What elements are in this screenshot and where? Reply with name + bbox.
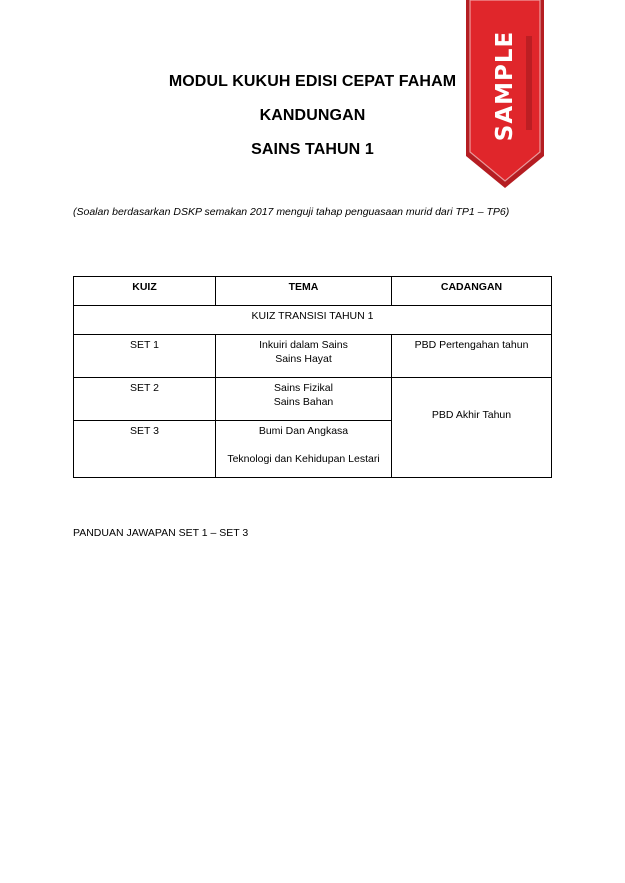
table-header-row xyxy=(74,277,552,306)
tema-line: Sains Fizikal xyxy=(274,382,333,394)
answer-guide-label: PANDUAN JAWAPAN SET 1 – SET 3 xyxy=(73,527,249,539)
tema-line: Sains Hayat xyxy=(275,353,332,365)
tema-spacer xyxy=(218,438,389,452)
header-cadangan: CADANGAN xyxy=(392,277,552,306)
tema-cell xyxy=(216,421,392,478)
contents-table xyxy=(73,276,552,478)
sample-ribbon xyxy=(462,0,548,190)
document-subject: SAINS TAHUN 1 xyxy=(251,141,374,158)
table-row xyxy=(74,306,552,335)
document-subtitle: KANDUNGAN xyxy=(259,107,366,124)
tema-line: Teknologi dan Kehidupan Lestari xyxy=(227,453,380,465)
document-note: (Soalan berdasarkan DSKP semakan 2017 menguji tahap penguasaan murid dari TP1 – TP6) xyxy=(73,206,510,218)
tema-cell xyxy=(216,335,392,378)
cadangan-cell: PBD Pertengahan tahun xyxy=(392,335,552,378)
kuiz-cell: SET 3 xyxy=(74,421,216,478)
tema-cell xyxy=(216,378,392,421)
table-row xyxy=(74,335,552,378)
sample-ribbon-label: SAMPLE xyxy=(492,30,518,142)
tema-line: Sains Bahan xyxy=(273,396,334,408)
kuiz-cell: SET 1 xyxy=(74,335,216,378)
cadangan-cell: PBD Akhir Tahun xyxy=(392,378,552,478)
transisi-cell: KUIZ TRANSISI TAHUN 1 xyxy=(74,306,552,335)
header-kuiz: KUIZ xyxy=(74,277,216,306)
kuiz-cell: SET 2 xyxy=(74,378,216,421)
header-tema: TEMA xyxy=(216,277,392,306)
table-row xyxy=(74,378,552,421)
tema-line: Inkuiri dalam Sains xyxy=(259,339,348,351)
tema-line: Bumi Dan Angkasa xyxy=(258,425,349,437)
document-title: MODUL KUKUH EDISI CEPAT FAHAM xyxy=(168,73,457,90)
